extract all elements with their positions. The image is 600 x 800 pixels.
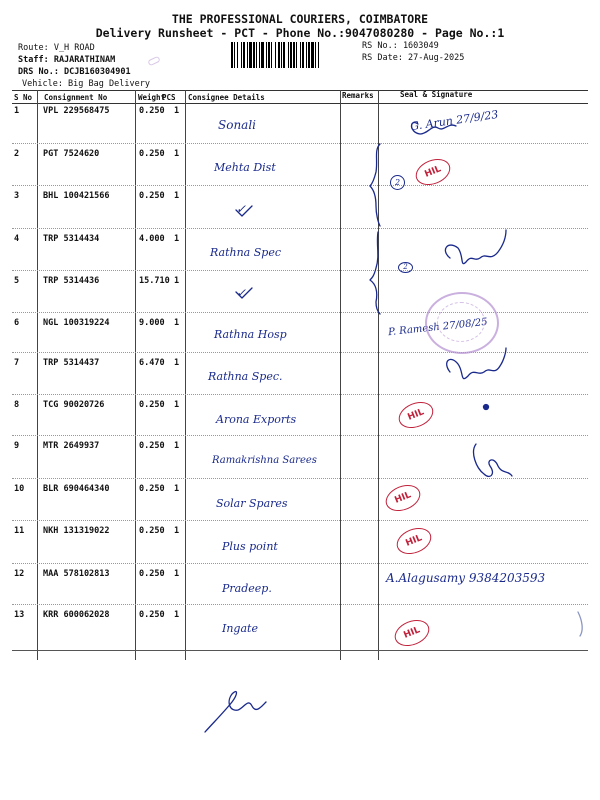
row-seal-handwritten: A.Alagusamy 9384203593 xyxy=(386,571,546,585)
row-weight: 0.250 xyxy=(139,191,165,201)
row-weight: 6.470 xyxy=(139,358,165,368)
row-consignment-no: BHL 100421566 xyxy=(43,191,110,201)
rs-date-field: RS Date: 27-Aug-2025 xyxy=(362,53,465,63)
row-pcs: 1 xyxy=(174,484,180,494)
drs-number-field: DRS No.: DCJB160304901 xyxy=(18,67,131,77)
col-header-remarks: Remarks xyxy=(342,91,374,100)
row-pcs: 1 xyxy=(174,318,180,328)
row-sno: 6 xyxy=(14,318,20,328)
row-pcs: 1 xyxy=(174,149,180,159)
rs-number-field: RS No.: 1603049 xyxy=(362,41,439,51)
runsheet-subtitle: Delivery Runsheet - PCT - Phone No.:9047080280 - Page No.:1 xyxy=(95,26,505,40)
ink-dot xyxy=(484,405,489,410)
hil-stamp: HIL xyxy=(395,397,437,433)
row-pcs: 1 xyxy=(174,106,180,116)
row-weight: 15.710 xyxy=(139,276,170,286)
row-weight: 0.250 xyxy=(139,400,165,410)
row-consignee-handwritten: Pradeep. xyxy=(222,582,272,595)
col-header-consignment: Consignment No xyxy=(44,93,108,102)
row-consignment-no: BLR 690464340 xyxy=(43,484,110,494)
row-weight: 0.250 xyxy=(139,149,165,159)
row-consignee-handwritten: Rathna Hosp xyxy=(214,328,287,341)
col-header-consignee: Consignee Details xyxy=(188,93,265,102)
row-consignment-no: NGL 100319224 xyxy=(43,318,110,328)
row-sno: 9 xyxy=(14,441,20,451)
row-consignee-handwritten: ✓ xyxy=(236,202,247,216)
row-pcs: 1 xyxy=(174,441,180,451)
row-consignee-handwritten: Plus point xyxy=(222,540,278,553)
row-consignee-handwritten: ✓ xyxy=(236,286,247,300)
row-weight: 0.250 xyxy=(139,526,165,536)
row-weight: 0.250 xyxy=(139,441,165,451)
row-consignee-handwritten: Sonali xyxy=(218,118,257,132)
row-weight: 0.250 xyxy=(139,569,165,579)
tick-mark xyxy=(236,288,252,298)
row-consignee-handwritten: Rathna Spec. xyxy=(208,370,283,383)
col-header-seal: Seal & Signature xyxy=(400,90,473,99)
row-sno: 2 xyxy=(14,149,20,159)
hil-stamp: HIL xyxy=(391,615,433,651)
staff-field: Staff: RAJARATHINAM xyxy=(18,55,116,65)
row-consignee-handwritten: Rathna Spec xyxy=(210,246,281,259)
row-consignment-no: PGT 7524620 xyxy=(43,149,100,159)
signature-scribble xyxy=(474,444,512,476)
bracket-mark xyxy=(370,144,380,226)
row-sno: 4 xyxy=(14,234,20,244)
row-weight: 0.250 xyxy=(139,106,165,116)
signature-scribble xyxy=(445,230,506,264)
hil-stamp: HIL xyxy=(412,154,454,190)
ink-stray-mark xyxy=(578,612,582,636)
row-weight: 9.000 xyxy=(139,318,165,328)
row-consignment-no: KRR 600062028 xyxy=(43,610,110,620)
company-title: THE PROFESSIONAL COURIERS, COIMBATORE xyxy=(171,12,429,26)
row-sno: 13 xyxy=(14,610,25,620)
signature-scribble xyxy=(447,348,506,379)
row-pcs: 1 xyxy=(174,610,180,620)
col-header-pcs: PCS xyxy=(162,93,176,102)
row-sno: 8 xyxy=(14,400,20,410)
row-consignee-handwritten: Arona Exports xyxy=(216,413,297,426)
row-pcs: 1 xyxy=(174,569,180,579)
bracket-mark xyxy=(370,232,380,314)
col-header-sno: S No xyxy=(14,93,33,102)
circled-number-mark: 2 xyxy=(390,175,405,190)
hil-stamp: HIL xyxy=(393,523,435,559)
row-sno: 1 xyxy=(14,106,20,116)
row-pcs: 1 xyxy=(174,400,180,410)
row-pcs: 1 xyxy=(174,526,180,536)
col-header-weight: Weight xyxy=(138,93,166,102)
row-pcs: 1 xyxy=(174,358,180,368)
row-consignment-no: TRP 5314434 xyxy=(43,234,100,244)
row-sno: 10 xyxy=(14,484,25,494)
row-sno: 5 xyxy=(14,276,20,286)
route-field: Route: V_H ROAD xyxy=(18,43,95,53)
row-consignee-handwritten: Ramakrishna Sarees xyxy=(212,455,317,466)
tick-mark xyxy=(236,206,252,216)
row-weight: 4.000 xyxy=(139,234,165,244)
vehicle-field: Vehicle: Big Bag Delivery xyxy=(22,79,150,89)
hil-stamp: HIL xyxy=(382,480,424,516)
row-sno: 3 xyxy=(14,191,20,201)
row-consignee-handwritten: Solar Spares xyxy=(216,497,288,510)
row-consignee-handwritten: Mehta Dist xyxy=(214,161,276,174)
row-sno: 7 xyxy=(14,358,20,368)
row-consignment-no: TRP 5314437 xyxy=(43,358,100,368)
signature-scribble xyxy=(412,123,457,134)
row-pcs: 1 xyxy=(174,234,180,244)
row-seal-handwritten: G. Arun 27/9/23 xyxy=(409,107,500,134)
row-pcs: 1 xyxy=(174,191,180,201)
row-weight: 0.250 xyxy=(139,484,165,494)
row-consignment-no: TCG 90020726 xyxy=(43,400,105,410)
row-sno: 12 xyxy=(14,569,25,579)
row-consignment-no: TRP 5314436 xyxy=(43,276,100,286)
circled-number-mark: 2 xyxy=(398,262,413,273)
row-consignee-handwritten: Ingate xyxy=(222,622,258,635)
row-sno: 11 xyxy=(14,526,25,536)
row-weight: 0.250 xyxy=(139,610,165,620)
row-consignment-no: MAA 578102813 xyxy=(43,569,110,579)
row-pcs: 1 xyxy=(174,276,180,286)
row-consignment-no: VPL 229568475 xyxy=(43,106,110,116)
row-consignment-no: MTR 2649937 xyxy=(43,441,100,451)
row-seal-handwritten: P. Ramesh 27/08/25 xyxy=(387,316,489,339)
driver-signature xyxy=(205,692,266,732)
row-consignment-no: NKH 131319022 xyxy=(43,526,110,536)
